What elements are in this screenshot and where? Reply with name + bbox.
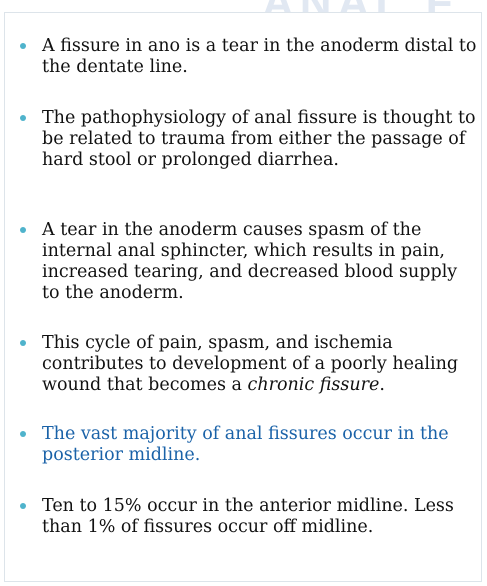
bullet-text-5: The vast majority of anal fissures occur in the posterior midline. — [42, 424, 449, 465]
bullet-text-4-main: This cycle of pain, spasm, and ischemia contributes to development of a poorly healing wound that becomes a — [42, 333, 459, 395]
bullet-dot-icon — [20, 115, 26, 121]
bullet-text-4 — [42, 333, 478, 396]
slide-content-box — [4, 12, 482, 582]
bullet-text-4-end: . — [379, 375, 385, 395]
bullet-dot-icon — [20, 503, 26, 509]
chronic-fissure-term: chronic fissure — [247, 375, 380, 395]
bullet-dot-icon — [20, 340, 26, 346]
bullet-text-3: A tear in the anoderm causes spasm of the internal anal sphincter, which results in pain, increased tearing, and decreased blood supply to the anoderm. — [42, 220, 458, 303]
bullet-text-1: A fissure in ano is a tear in the anoderm distal to the dentate line. — [42, 36, 477, 77]
bullet-dot-icon — [20, 227, 26, 233]
bullet-dot-icon — [20, 43, 26, 49]
bullet-text-2: The pathophysiology of anal fissure is thought to be related to trauma from either the passage of hard stool or prolonged diarrhea. — [42, 108, 476, 170]
bullet-text-6: Ten to 15% occur in the anterior midline. Less than 1% of fissures occur off midline. — [42, 496, 454, 537]
bullet-dot-icon — [20, 431, 26, 437]
